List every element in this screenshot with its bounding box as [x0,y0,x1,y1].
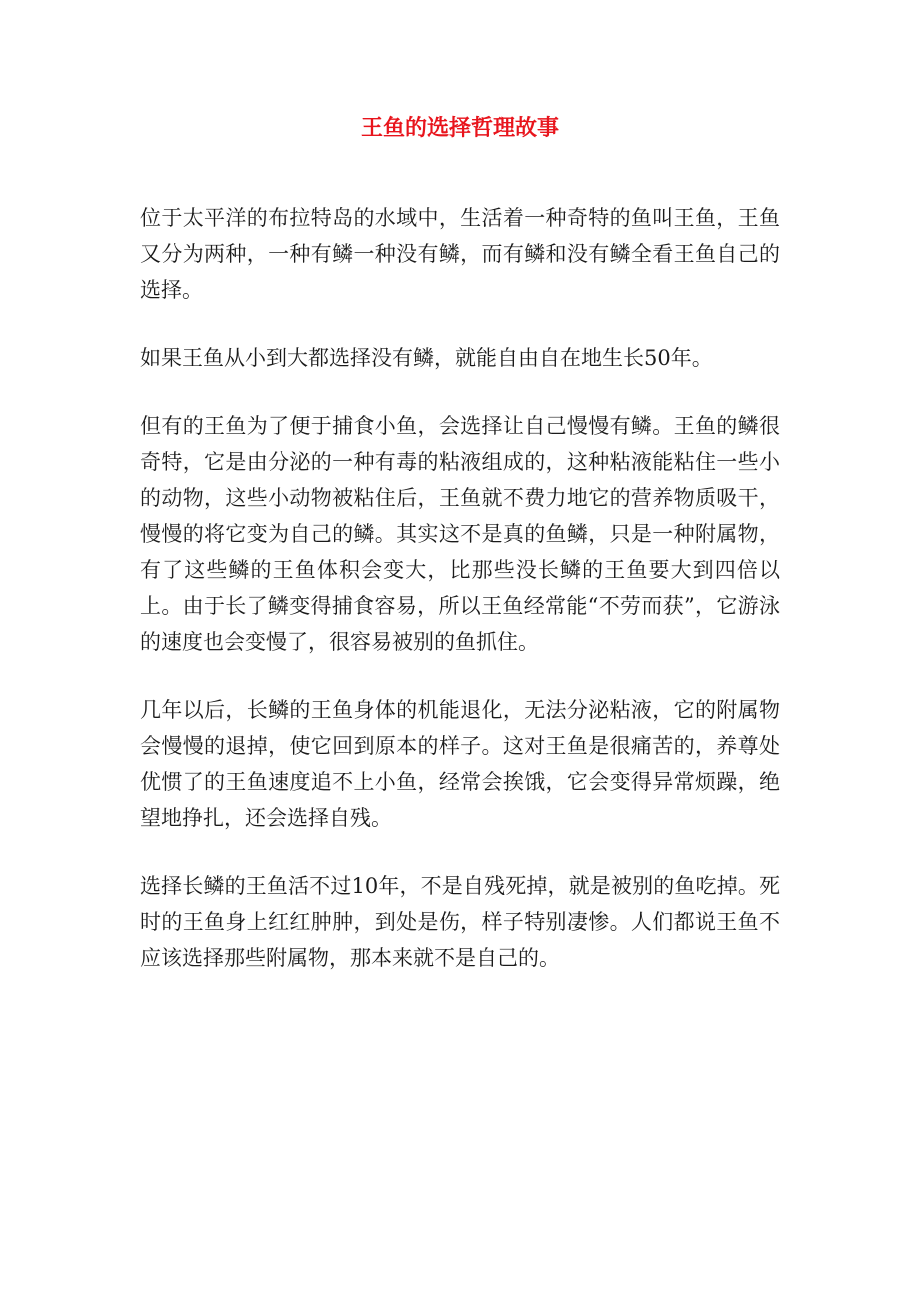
paragraph: 位于太平洋的布拉特岛的水域中，生活着一种奇特的鱼叫王鱼，王鱼又分为两种，一种有鳞一种没有鳞，而有鳞和没有鳞全看王鱼自己的选择。 [140,206,780,302]
paragraph: 选择长鳞的王鱼活不过10年，不是自残死掉，就是被别的鱼吃掉。死时的王鱼身上红红肿肿，到处是伤，样子特别凄惨。人们都说王鱼不应该选择那些附属物，那本来就不是自己的。 [140,874,780,970]
paragraph: 如果王鱼从小到大都选择没有鳞，就能自由自在地生长50年。 [140,346,713,370]
paragraph: 几年以后，长鳞的王鱼身体的机能退化，无法分泌粘液，它的附属物会慢慢的退掉，使它回到原本的样子。这对王鱼是很痛苦的，养尊处优惯了的王鱼速度追不上小鱼，经常会挨饿，它会变得异常烦躁，绝望地挣扎，还会选择自残。 [140,698,780,830]
document-title: 王鱼的选择哲理故事 [360,115,559,141]
paragraph: 但有的王鱼为了便于捕食小鱼，会选择让自己慢慢有鳞。王鱼的鳞很奇特，它是由分泌的一种有毒的粘液组成的，这种粘液能粘住一些小的动物，这些小动物被粘住后，王鱼就不费力地它的营养物质吸干，慢慢的将它变为自己的鳞。其实这不是真的鱼鳞，只是一种附属物，有了这些鳞的王鱼体积会变大，比那些没长鳞的王鱼要大到四倍以上。由于长了鳞变得捕食容易，所以王鱼经常能“不劳而获”，它游泳的速度也会变慢了，很容易被别的鱼抓住。 [140,414,780,654]
document-body [140,200,780,1008]
